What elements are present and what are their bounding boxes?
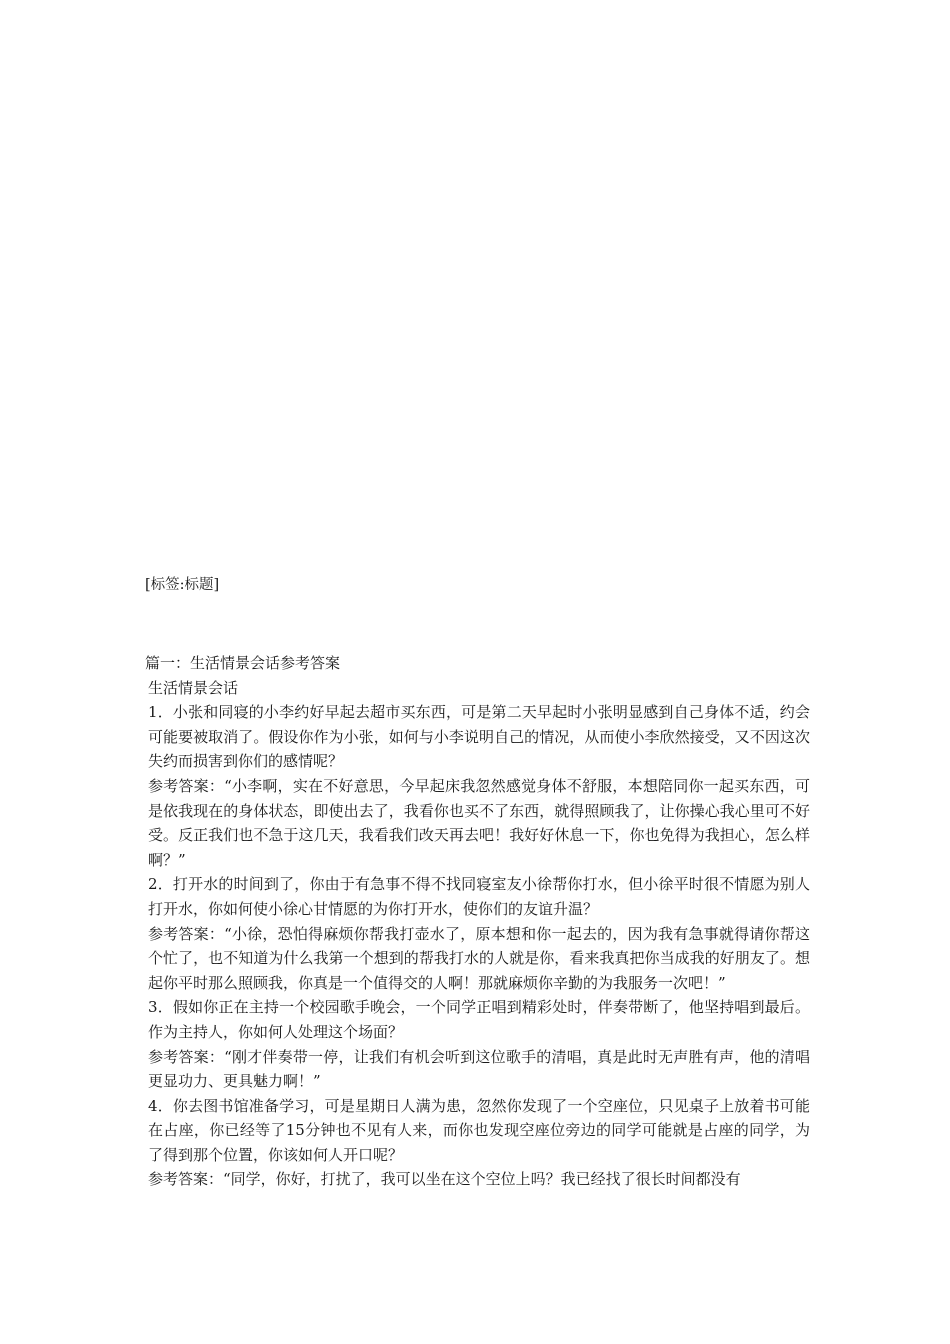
section-title: 篇一：生活情景会话参考答案 — [145, 654, 341, 672]
question-paragraph: 2．打开水的时间到了，你由于有急事不得不找同寝室友小徐帮你打水，但小徐平时很不情愿为别人打开水，你如何使小徐心甘情愿的为你打开水，使你们的友谊升温？ — [148, 875, 810, 918]
tag-label: [标签:标题] — [145, 577, 220, 593]
subtitle: 生活情景会话 — [148, 678, 239, 697]
answer-paragraph: 参考答案：“小李啊，实在不好意思，今早起床我忽然感觉身体不舒服，本想陪同你一起买东西，可是依我现在的身体状态，即使出去了，我看你也买不了东西，就得照顾我了，让你操心我心里可不好受。反正我们也不急于这几天，我看我们改天再去吧！我好好休息一下，你也免得为我担心，怎么样啊？” — [148, 776, 810, 869]
question-paragraph: 1．小张和同寝的小李约好早起去超市买东西，可是第二天早起时小张明显感到自己身体不适，约会可能要被取消了。假设你作为小张，如何与小李说明自己的情况，从而使小李欣然接受，又不因这次失约而损害到你们的感情呢？ — [148, 703, 810, 771]
question-paragraph: 3．假如你正在主持一个校园歌手晚会，一个同学正唱到精彩处时，伴奏带断了，他坚持唱到最后。作为主持人，你如何人处理这个场面？ — [148, 998, 810, 1041]
answer-paragraph: 参考答案：“刚才伴奏带一停，让我们有机会听到这位歌手的清唱，真是此时无声胜有声，他的清唱更显功力、更具魅力啊！” — [148, 1047, 810, 1091]
document-body — [145, 651, 810, 1192]
answer-paragraph: 参考答案：“小徐，恐怕得麻烦你帮我打壶水了，原本想和你一起去的，因为我有急事就得请你帮这个忙了，也不知道为什么我第一个想到的帮我打水的人就是你，看来我真把你当成我的好朋友了。想起你平时那么照顾我，你真是一个值得交的人啊！那就麻烦你辛勤的为我服务一次吧！” — [148, 924, 810, 992]
question-paragraph: 4．你去图书馆准备学习，可是星期日人满为患，忽然你发现了一个空座位，只见桌子上放着书可能在占座，你已经等了15分钟也不见有人来，而你也发现空座位旁边的同学可能就是占座的同学，为了得到那个位置，你该如何人开口呢？ — [148, 1096, 810, 1164]
answer-paragraph: 参考答案：“同学，你好，打扰了，我可以坐在这个空位上吗？我已经找了很长时间都没有 — [148, 1170, 741, 1189]
